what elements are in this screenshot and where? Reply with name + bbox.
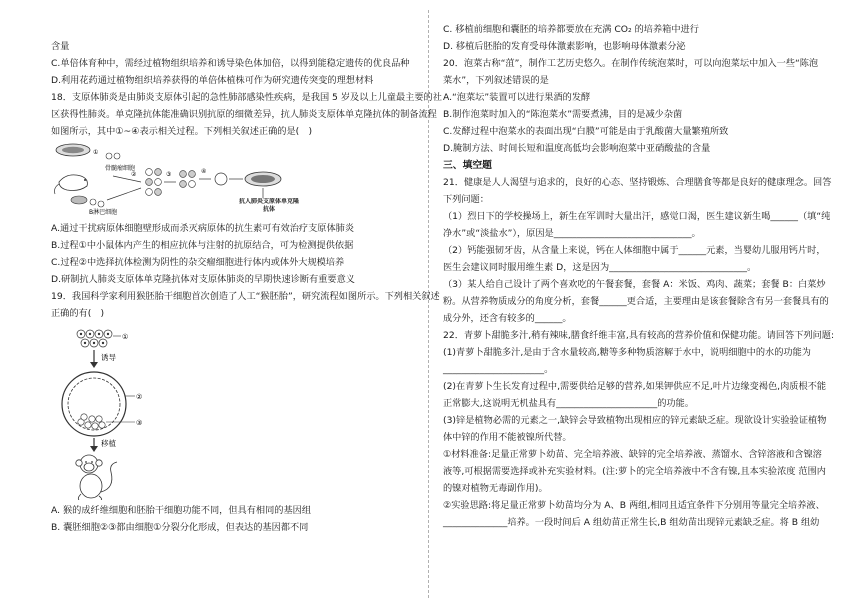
option-a-q20: A.“泡菜坛”装置可以进行果酒的发酵 <box>443 92 591 103</box>
b-cell-shape <box>90 199 96 205</box>
cell-1-marker: ① <box>122 333 129 341</box>
myeloma-cell-shape <box>114 153 120 159</box>
induce-arrow-shape <box>90 362 98 368</box>
monkey-embryo-figure <box>51 324 419 500</box>
step-2-marker: ② <box>131 171 137 178</box>
monkey-icon <box>91 461 93 463</box>
question-22-line: (1)青萝卜甜脆多汁,是由于含水量较高,糖等多种物质溶解于水中，说明细胞中的水的功能为 <box>443 347 811 358</box>
question-21-line: （3）某人给自己设计了两个喜欢吃的午餐套餐，套餐 A：米饭、鸡肉、蔬菜；套餐 B：白菜炒 <box>443 279 826 290</box>
question-19-line: 19．我国科学家利用猴胚胎干细胞首次创造了人工“猴胚胎”，研究流程如图所示。下列相关叙述 <box>51 291 440 302</box>
culture-dish-shape <box>62 147 84 153</box>
flow-arrow-shape <box>107 188 141 200</box>
question-22-line: (2)在青萝卜生长发育过程中,需要供给足够的营养,如果钾供应不足,叶片边缘变褐色,肉质根不能 <box>443 381 827 392</box>
step-4-marker: ④ <box>201 168 207 175</box>
option-c-q17: C.单倍体育种中，需经过植物组织培养和诱导染色体加倍，以得到能稳定遗传的优良品种 <box>51 58 410 69</box>
step-1-marker: ① <box>93 149 99 156</box>
product-label: 抗人肺炎支原体单克隆抗体 <box>239 198 299 213</box>
selected-cells-group <box>180 171 196 188</box>
question-21-line: 21．健康是人人渴望与追求的，良好的心态、坚持锻炼、合理膳食等都是良好的健康理念。回答 <box>443 177 832 188</box>
option-c-q18: C.过程②中选择抗体检测为阴性的杂交瘤细胞进行体内或体外大规模培养 <box>51 257 345 268</box>
monkey-icon <box>76 455 117 500</box>
flow-arrow-shape <box>113 176 141 182</box>
question-22-line: 液等,可根据需要选择或补充实验材料。(注:萝卜的完全培养液中不含有镍,且本实验浓度 范围内 <box>443 466 826 477</box>
question-18-line: 区获得性肺炎。单克隆抗体能准确识别抗原的细微差异，抗人肺炎支原体单克隆抗体的制备流程 <box>51 109 437 120</box>
stem-cells-group <box>77 330 112 347</box>
question-22-line: ______________培养。一段时间后 A 组幼苗正常生长,B 组幼苗出现锌元素缺乏症。将 B 组幼 <box>443 517 820 528</box>
antibody-flow-diagram <box>51 142 301 216</box>
question-21-line: 下列问题： <box>443 194 489 205</box>
left-column <box>51 0 442 536</box>
cell-3-marker: ③ <box>136 419 143 427</box>
monkey-embryo-diagram <box>51 324 161 500</box>
option-b-q19: B. 囊胚细胞②③都由细胞①分裂分化形成，但表达的基因都不同 <box>51 522 309 533</box>
question-18-line: 18．支原体肺炎是由肺炎支原体引起的急性肺部感染性疾病，是我国 5 岁及以上儿童最主要的社 <box>51 92 442 103</box>
question-19-line: 正确的有( ) <box>51 308 105 319</box>
right-column <box>443 0 835 531</box>
section-heading: 三、填空题 <box>443 160 492 171</box>
product-dish-shape <box>251 175 275 183</box>
transplant-arrow-shape <box>90 446 98 452</box>
product-label-box <box>239 198 299 216</box>
b-cell-shape <box>98 201 104 207</box>
question-18-line: 如图所示，其中①~④表示相关过程。下列相关叙述正确的是( ) <box>51 126 313 137</box>
monkey-icon <box>85 461 87 463</box>
cell-2-marker: ② <box>136 393 143 401</box>
option-b-q18: B.过程①中小鼠体内产生的相应抗体与注射的抗原结合，可为检测提供依据 <box>51 240 354 251</box>
question-22-line: 体中锌的作用不能被镍所代替。 <box>443 432 572 443</box>
option-b-q20: B.制作泡菜时加入的“陈泡菜水”需要煮沸，目的是减少杂菌 <box>443 109 683 120</box>
question-21-line: （1）烈日下的学校操场上，新生在军训时大量出汗，感觉口渴，医生建议新生喝______（填“纯 <box>443 211 831 222</box>
question-21-line: 粉。从营养物质成分的角度分析，套餐______更合适，主要理由是该套餐除含有另一套餐具有的 <box>443 296 829 307</box>
text-line: 含量 <box>51 41 70 52</box>
mouse-shape <box>84 179 86 181</box>
question-22-line: ①材料准备:足量正常萝卜幼苗、完全培养液、缺锌的完全培养液、蒸馏水、含锌溶液和含镍溶 <box>443 449 822 460</box>
hybridoma-cells-group <box>146 169 162 196</box>
mouse-shape <box>55 184 60 194</box>
question-21-line: 净水”或“淡盐水”），原因是______________________________。 <box>443 228 701 239</box>
question-22-line: 22．青萝卜甜脆多汁,稍有辣味,膳食纤维丰富,具有较高的营养价值和保健功能。请回答下列问题: <box>443 330 835 341</box>
question-22-line: ②实验思路:将足量正常萝卜幼苗均分为 A、B 两组,相同且适宜条件下分别用等量完全培养液、 <box>443 500 825 511</box>
question-21-line: 医生会建议同时服用维生素 D，这是因为______________________________。 <box>443 262 757 273</box>
induce-label: 诱导 <box>101 353 116 362</box>
option-d-q19: D. 移植后胚胎的发育受母体激素影响，也影响母体激素分泌 <box>443 41 686 52</box>
option-c-q19: C. 移植前细胞和囊胚的培养都要放在充满 CO₂ 的培养箱中进行 <box>443 24 699 35</box>
myeloma-cell-shape <box>106 153 112 159</box>
option-a-q18: A.通过干扰病原体细胞壁形成而杀灭病原体的抗生素可有效治疗支原体肺炎 <box>51 223 355 234</box>
question-20-line: 20．泡菜古称“菹”，制作工艺历史悠久。在制作传统泡菜时，可以向泡菜坛中加入一些“陈泡 <box>443 58 819 69</box>
question-22-line: (3)锌是植物必需的元素之一,缺锌会导致植物出现相应的锌元素缺乏症。现欲设计实验验证植物 <box>443 415 827 426</box>
question-22-line: 正常膨大,这说明无机盐具有______________________的功能。 <box>443 398 694 409</box>
option-c-q20: C.发酵过程中泡菜水的表面出现“白膜”可能是由于乳酸菌大量繁殖所致 <box>443 126 729 137</box>
question-22-line: ______________________。 <box>443 364 554 375</box>
question-20-line: 菜水”，下列叙述错误的是 <box>443 75 549 86</box>
option-d-q20: D.腌制方法、时间长短和温度高低均会影响泡菜中亚硝酸盐的含量 <box>443 143 711 154</box>
myeloma-label: 骨髓瘤细胞 <box>105 165 136 172</box>
step-3-marker: ③ <box>166 171 172 178</box>
option-d-q17: D.利用花药通过植物组织培养获得的单倍体植株可作为研究遗传突变的理想材料 <box>51 75 374 86</box>
antibody-flow-figure <box>51 142 419 216</box>
question-21-line: 成分外，还含有较多的______。 <box>443 313 572 324</box>
b-cell-label: B淋巴细胞 <box>89 209 118 216</box>
antibody-cell-shape <box>215 173 227 185</box>
spleen-shape <box>71 196 87 204</box>
transplant-label: 移植 <box>101 439 116 448</box>
question-22-line: 的镍对植物无毒副作用)。 <box>443 483 548 494</box>
option-d-q18: D.研制抗人肺炎支原体单克隆抗体对支原体肺炎的早期快速诊断有重要意义 <box>51 274 355 285</box>
question-21-line: （2）钙能强韧牙齿，从含量上来说，钙在人体细胞中属于______元素，当婴幼儿服用钙片时， <box>443 245 826 256</box>
mouse-shape <box>59 175 87 191</box>
option-a-q19: A. 猴的成纤维细胞和胚胎干细胞功能不同，但具有相同的基因组 <box>51 505 312 516</box>
